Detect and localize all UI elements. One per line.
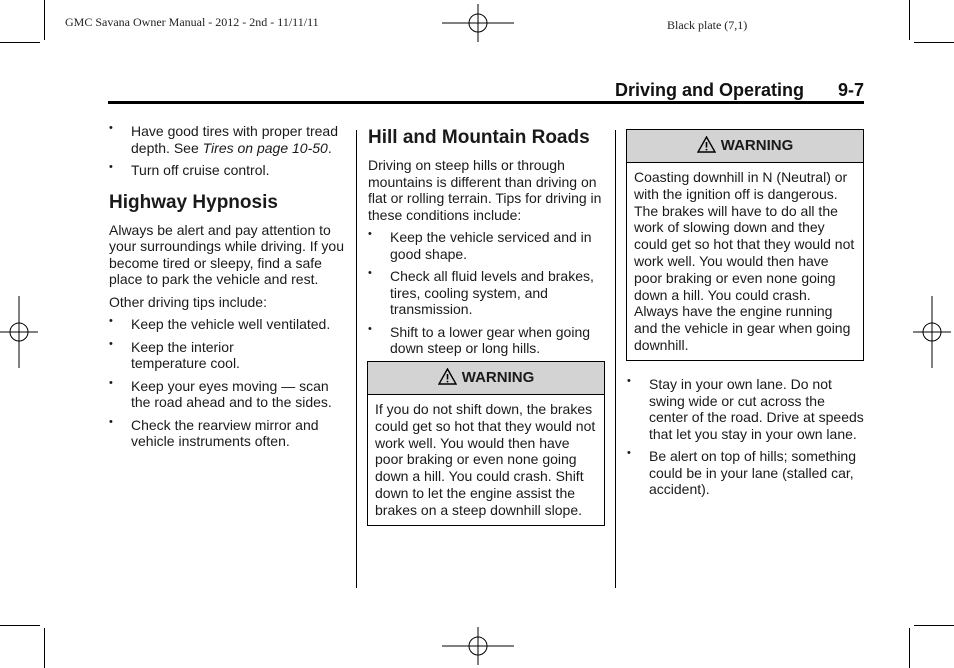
warning-triangle-icon xyxy=(438,368,457,385)
registration-mark-bottom-icon xyxy=(442,627,514,665)
list-item: • Check the rearview mirror and vehicle instruments often. xyxy=(109,417,347,450)
intro-bullet-list xyxy=(109,123,347,179)
warning-triangle-icon xyxy=(697,136,716,153)
warning-header xyxy=(627,130,863,163)
list-item: • Check all fluid levels and brakes, tires, cooling system, and transmission. xyxy=(368,268,605,318)
list-item: • Keep your eyes moving — scan the road ahead and to the sides. xyxy=(109,378,347,411)
section-title: Driving and Operating xyxy=(614,80,804,100)
page-number: 9-7 xyxy=(838,80,865,100)
section-heading-highway-hypnosis: Highway Hypnosis xyxy=(109,191,278,213)
paragraph-hill-intro: Driving on steep hills or through mountains is different than driving on flat or rolling terrain. Tips for driving in these conditions include: xyxy=(368,157,602,223)
column-2 xyxy=(368,127,605,363)
tips-bullet-list xyxy=(109,316,347,450)
warning-header xyxy=(368,362,604,395)
plate-info-right: Black plate (7,1) xyxy=(667,18,748,32)
paragraph-tips-intro: Other driving tips include: xyxy=(109,293,267,310)
plate-info-left: GMC Savana Owner Manual - 2012 - 2nd - 11/11/11 xyxy=(65,15,319,29)
registration-mark-top-icon xyxy=(442,4,514,42)
warning-box-shift-down xyxy=(367,361,605,526)
list-item: • Turn off cruise control. xyxy=(109,162,347,179)
list-item: • Keep the interior temperature cool. xyxy=(109,339,347,372)
registration-mark-left-icon xyxy=(0,296,38,368)
list-item: • Stay in your own lane. Do not swing wide or cut across the center of the road. Drive at speeds that let you stay in your own lane. xyxy=(627,376,864,442)
column-divider-2 xyxy=(615,130,616,588)
lane-bullet-list xyxy=(627,376,864,498)
hill-bullet-list xyxy=(368,229,605,357)
column-3 xyxy=(627,376,864,504)
warning-text: If you do not shift down, the brakes could get so hot that they would not work well. You would then have poor braking or even none going down a hill. You could crash. Shift down to let the engine assist the brakes on a steep downhill slope. xyxy=(375,401,596,518)
list-item: • Keep the vehicle serviced and in good shape. xyxy=(368,229,605,262)
warning-label: WARNING xyxy=(720,137,794,154)
column-1 xyxy=(109,123,347,456)
cross-reference-link[interactable]: Tires on page 10-50 xyxy=(202,139,328,156)
section-heading-hill-mountain-roads: Hill and Mountain Roads xyxy=(368,127,590,148)
bullet-text-end: . xyxy=(327,139,332,156)
list-item xyxy=(109,123,347,156)
paragraph-alertness: Always be alert and pay attention to your surroundings while driving. If you become tired or sleepy, find a safe place to park the vehicle and rest. xyxy=(109,221,345,287)
list-item: • Be alert on top of hills; something could be in your lane (stalled car, accident). xyxy=(627,448,864,498)
header-rule xyxy=(108,101,864,104)
registration-mark-right-icon xyxy=(913,296,951,368)
list-item: • Shift to a lower gear when going down steep or long hills. xyxy=(368,324,605,357)
column-divider-1 xyxy=(356,130,357,588)
warning-box-coasting xyxy=(626,129,864,361)
bullet-text: Have good tires with proper tread depth. See xyxy=(131,123,338,156)
warning-text: Coasting downhill in N (Neutral) or with the ignition off is dangerous. The brakes will have to do all the work of slowing down and they could get so hot that they would not work well. You would then have poor braking or even none going down a hill. You could crash. Always have the engine running and the vehicle in gear when going downhill. xyxy=(634,169,855,353)
list-item: • Keep the vehicle well ventilated. xyxy=(109,316,347,333)
warning-label: WARNING xyxy=(461,369,535,386)
